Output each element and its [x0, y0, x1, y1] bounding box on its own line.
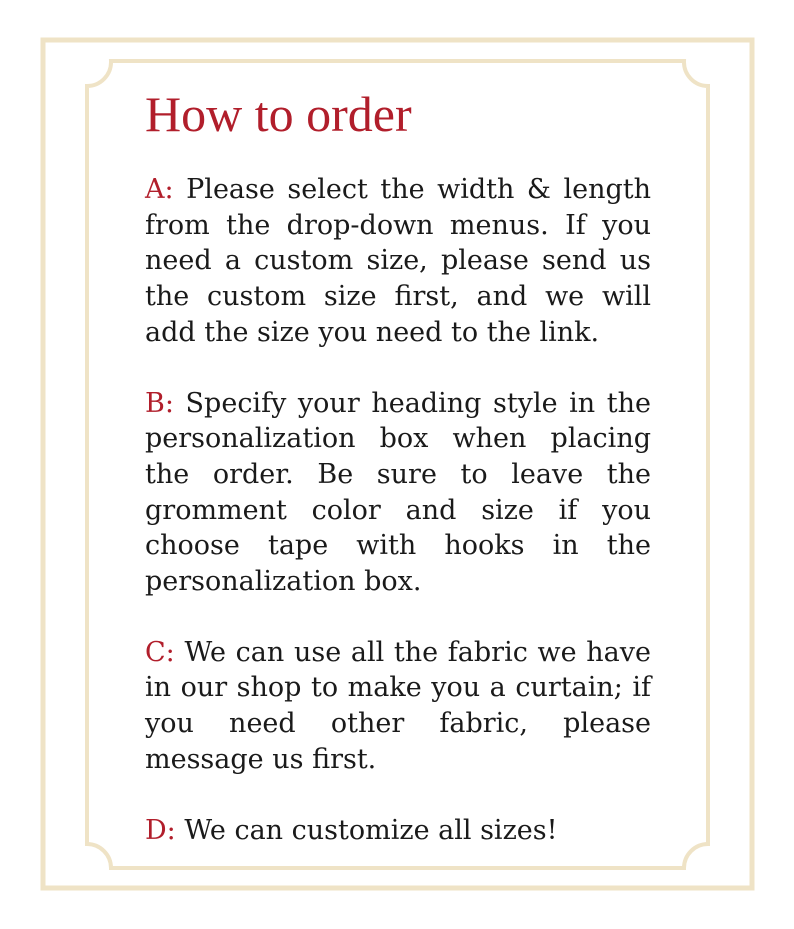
step-d-text: We can customize all sizes!	[175, 814, 558, 846]
step-d	[145, 813, 651, 849]
step-b	[145, 386, 651, 600]
step-a	[145, 172, 651, 351]
page-title: How to order	[145, 86, 412, 142]
step-b-letter: B:	[145, 387, 174, 419]
step-c	[145, 635, 651, 778]
step-a-text: Please select the width & length from the drop-down menus. If you need a custom size, please send us the custom size first, and we will add the size you need to the link.	[145, 174, 651, 348]
step-c-text: We can use all the fabric we have in our shop to make you a curtain; if you need other fabric, please message us first.	[145, 636, 651, 775]
step-d-letter: D:	[145, 814, 176, 846]
step-b-text: Specify your heading style in the personalization box when placing the order. Be sure to leave the gromment color and size if you choose tape with hooks in the personalization box.	[145, 387, 651, 598]
step-c-letter: C:	[145, 636, 175, 668]
order-instructions	[145, 84, 651, 848]
step-a-letter: A:	[145, 174, 174, 205]
